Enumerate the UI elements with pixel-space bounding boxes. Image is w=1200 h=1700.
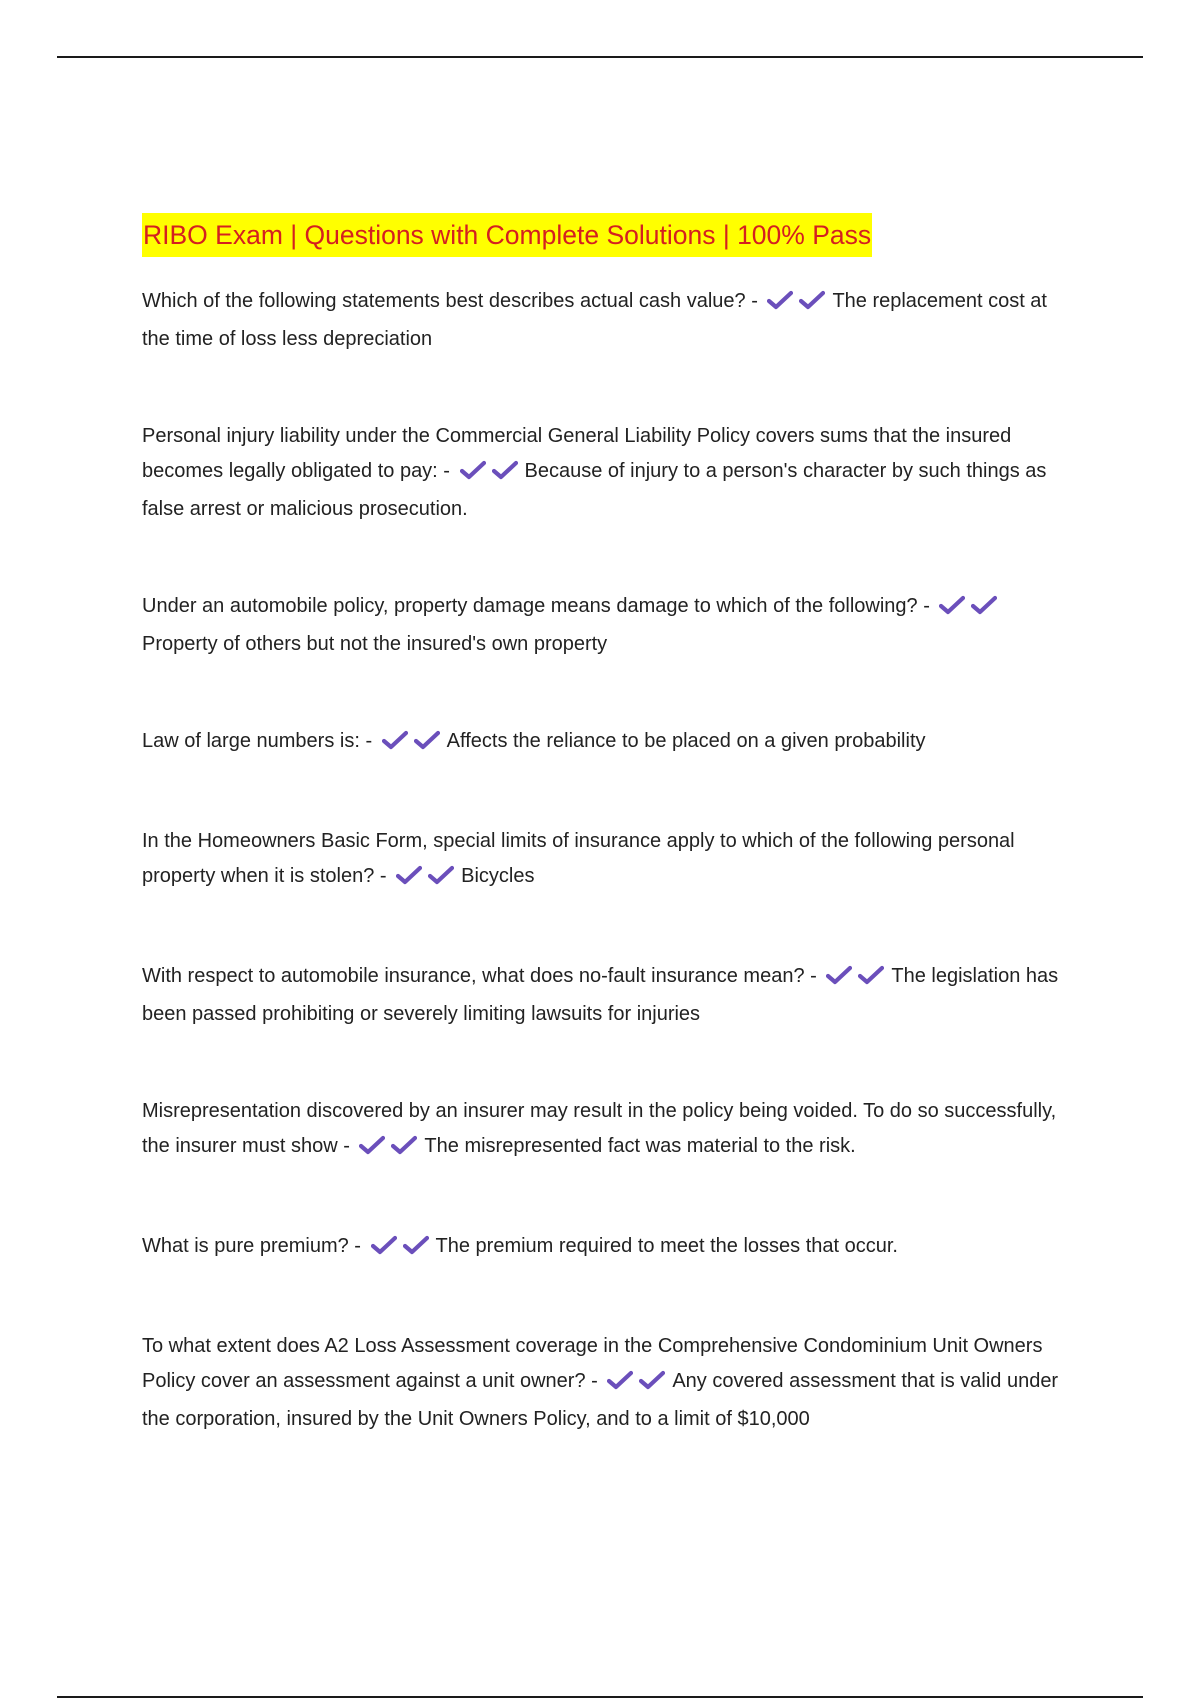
checkmark-icon — [371, 1235, 397, 1255]
question-text: Law of large numbers is: - — [142, 730, 373, 752]
qa-item — [142, 724, 1062, 762]
bottom-rule — [57, 1696, 1143, 1698]
checkmark-icon — [396, 865, 422, 885]
answer-checks — [460, 457, 524, 492]
answer-text: Because of injury to a person's character by such things as false arrest or malicious prosecution. — [142, 460, 1047, 520]
checkmark-icon — [639, 1370, 665, 1390]
answer-checks — [371, 1232, 435, 1267]
document-body — [142, 213, 1062, 1437]
checkmark-icon — [428, 865, 454, 885]
checkmark-icon — [799, 290, 825, 310]
checkmark-icon — [382, 730, 408, 750]
question-text: In the Homeowners Basic Form, special limits of insurance apply to which of the following personal property when it is stolen? - — [142, 830, 1015, 887]
document-title: RIBO Exam | Questions with Complete Solutions | 100% Pass — [142, 213, 872, 257]
answer-checks — [826, 962, 890, 997]
qa-item — [142, 1229, 1062, 1267]
answer-text: Any covered assessment that is valid under the corporation, insured by the Unit Owners Policy, and to a limit of $10,000 — [142, 1370, 1059, 1430]
checkmark-icon — [414, 730, 440, 750]
qa-item — [142, 1329, 1062, 1437]
answer-checks — [767, 287, 831, 322]
qa-item — [142, 824, 1062, 897]
checkmark-icon — [403, 1235, 429, 1255]
answer-checks — [939, 592, 1003, 627]
answer-checks — [359, 1132, 423, 1167]
answer-text: The misrepresented fact was material to the risk. — [424, 1135, 856, 1157]
title-wrap — [142, 213, 1062, 262]
qa-item — [142, 419, 1062, 527]
checkmark-icon — [858, 965, 884, 985]
qa-item — [142, 589, 1062, 662]
checkmark-icon — [492, 460, 518, 480]
checkmark-icon — [826, 965, 852, 985]
checkmark-icon — [391, 1135, 417, 1155]
qa-item — [142, 1094, 1062, 1167]
answer-checks — [396, 862, 460, 897]
checkmark-icon — [460, 460, 486, 480]
answer-text: Property of others but not the insured's own property — [142, 633, 608, 655]
answer-text: The replacement cost at the time of loss less depreciation — [142, 290, 1047, 350]
answer-checks — [607, 1367, 671, 1402]
answer-text: The premium required to meet the losses that occur. — [435, 1235, 898, 1257]
answer-checks — [382, 727, 446, 762]
qa-item — [142, 959, 1062, 1032]
top-rule — [57, 56, 1143, 58]
checkmark-icon — [971, 595, 997, 615]
checkmark-icon — [767, 290, 793, 310]
answer-text: The legislation has been passed prohibiting or severely limiting lawsuits for injuries — [142, 965, 1059, 1025]
qa-item — [142, 284, 1062, 357]
checkmark-icon — [607, 1370, 633, 1390]
question-text: Personal injury liability under the Commercial General Liability Policy covers sums that the insured becomes legally obligated to pay: - — [142, 425, 1012, 482]
answer-text: Affects the reliance to be placed on a given probability — [446, 730, 926, 752]
question-text: Under an automobile policy, property damage means damage to which of the following? - — [142, 595, 930, 617]
question-text: Which of the following statements best describes actual cash value? - — [142, 290, 758, 312]
question-text: What is pure premium? - — [142, 1235, 361, 1257]
question-text: Misrepresentation discovered by an insurer may result in the policy being voided. To do so successfully, the insurer must show - — [142, 1100, 1057, 1157]
question-text: To what extent does A2 Loss Assessment coverage in the Comprehensive Condominium Unit Owners Policy cover an assessment against a unit owner? - — [142, 1335, 1043, 1392]
answer-text: Bicycles — [461, 865, 535, 887]
question-text: With respect to automobile insurance, what does no-fault insurance mean? - — [142, 965, 817, 987]
checkmark-icon — [939, 595, 965, 615]
checkmark-icon — [359, 1135, 385, 1155]
